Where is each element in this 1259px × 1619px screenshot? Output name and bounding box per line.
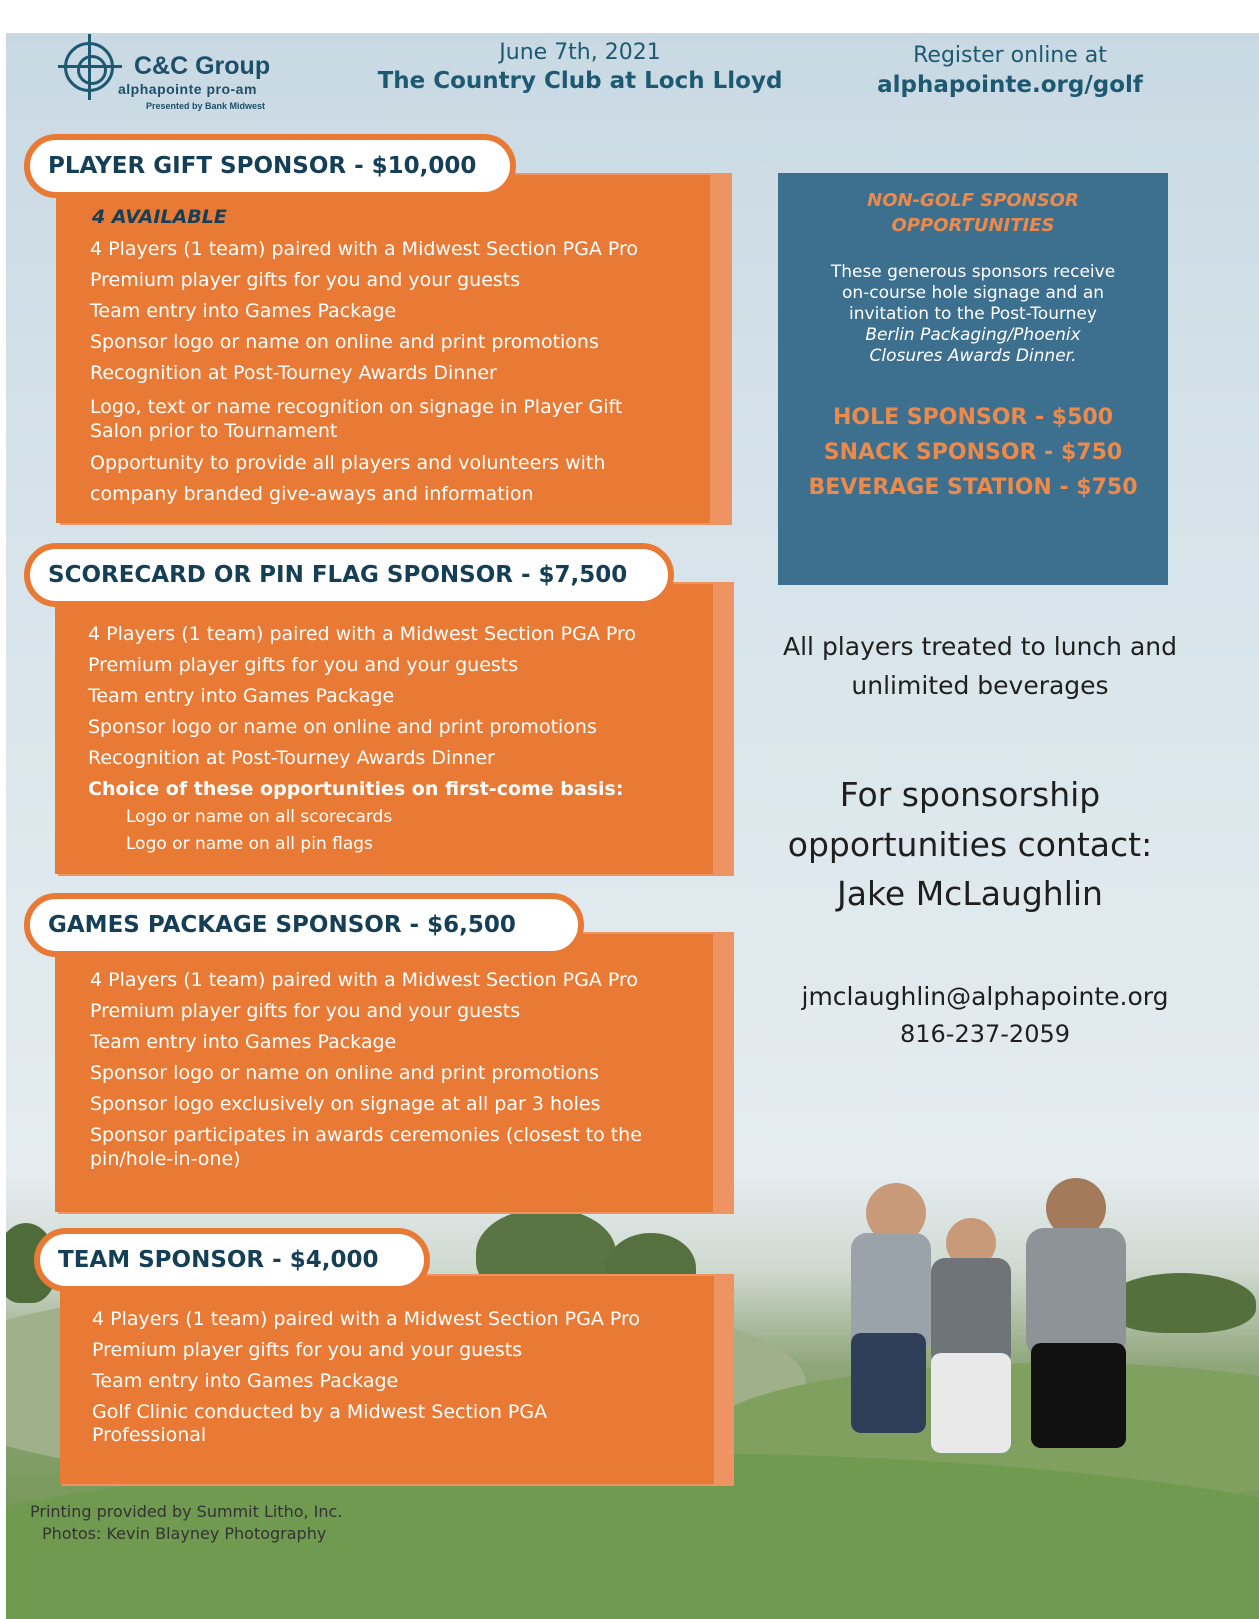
benefit-line: Premium player gifts for you and your guests [90, 269, 521, 291]
register-label: Register online at [913, 43, 1107, 68]
team-sponsor-title: TEAM SPONSOR - $4,000 [34, 1228, 430, 1292]
benefit-line: Premium player gifts for you and your guests [90, 1000, 521, 1022]
golfer-shorts [1031, 1343, 1126, 1448]
contact-email[interactable]: jmclaughlin@alphapointe.org [801, 982, 1169, 1011]
golfer-shirt [1026, 1228, 1126, 1358]
benefit-line: 4 Players (1 team) paired with a Midwest Section PGA Pro [88, 623, 637, 645]
event-date: June 7th, 2021 [499, 40, 661, 65]
choice-label: Choice of these opportunities on first-come basis: [88, 778, 624, 800]
benefit-line: company branded give-aways and information [90, 483, 534, 505]
snack-sponsor-price: SNACK SPONSOR - $750 [823, 440, 1123, 465]
benefit-line: Golf Clinic conducted by a Midwest Section PGA [92, 1401, 548, 1423]
printing-credit: Printing provided by Summit Litho, Inc. [30, 1502, 343, 1521]
beverage-station-price: BEVERAGE STATION - $750 [808, 475, 1138, 500]
contact-name: Jake McLaughlin [837, 874, 1103, 913]
non-golf-text: These generous sponsors receive [830, 262, 1116, 282]
logo-presented: Presented by Bank Midwest [146, 101, 266, 111]
benefit-line: Sponsor logo or name on online and print promotions [90, 1062, 599, 1084]
non-golf-title: OPPORTUNITIES [891, 215, 1055, 236]
benefit-line: Recognition at Post-Tourney Awards Dinner [90, 362, 497, 384]
benefit-line: Professional [92, 1424, 207, 1446]
benefit-line: Premium player gifts for you and your guests [88, 654, 519, 676]
register-url[interactable]: alphapointe.org/golf [877, 72, 1143, 98]
benefit-line: Sponsor logo or name on online and print promotions [90, 331, 599, 353]
player-gift-sponsor-title: PLAYER GIFT SPONSOR - $10,000 [24, 134, 516, 198]
logo-subtitle: alphapointe pro-am [118, 81, 257, 97]
non-golf-text: Berlin Packaging/Phoenix [865, 325, 1081, 345]
scorecard-sponsor-title: SCORECARD OR PIN FLAG SPONSOR - $7,500 [24, 543, 674, 607]
benefit-line: Logo, text or name recognition on signage in Player Gift [90, 396, 623, 418]
logo-title: C&C Group [134, 52, 271, 80]
benefit-line: Team entry into Games Package [88, 685, 395, 707]
non-golf-title: NON-GOLF SPONSOR [867, 190, 1079, 211]
benefit-line: Team entry into Games Package [90, 300, 397, 322]
benefit-line: Sponsor logo exclusively on signage at all par 3 holes [90, 1093, 601, 1115]
golfer-shorts [931, 1353, 1011, 1453]
hole-sponsor-price: HOLE SPONSOR - $500 [832, 405, 1114, 430]
benefit-line: Sponsor participates in awards ceremonies (closest to the [90, 1124, 642, 1146]
option-line: Logo or name on all scorecards [126, 807, 393, 827]
lunch-line: unlimited beverages [851, 671, 1109, 700]
crosshair-line [88, 34, 91, 100]
benefit-line: Team entry into Games Package [92, 1370, 399, 1392]
photo-credit: Photos: Kevin Blayney Photography [42, 1524, 327, 1543]
benefit-line: Opportunity to provide all players and volunteers with [90, 452, 606, 474]
availability-label: 4 AVAILABLE [92, 206, 227, 228]
event-venue: The Country Club at Loch Lloyd [377, 68, 783, 94]
contact-phone[interactable]: 816-237-2059 [899, 1020, 1070, 1048]
games-package-sponsor-title: GAMES PACKAGE SPONSOR - $6,500 [24, 893, 584, 957]
non-golf-sponsor-box [778, 173, 1168, 585]
golfer-shirt [931, 1258, 1011, 1368]
non-golf-text: invitation to the Post-Tourney [849, 304, 1097, 324]
benefit-line: Team entry into Games Package [90, 1031, 397, 1053]
benefit-line: Premium player gifts for you and your guests [92, 1339, 523, 1361]
benefit-line: Recognition at Post-Tourney Awards Dinner [88, 747, 495, 769]
contact-heading: For sponsorship [839, 775, 1101, 814]
benefit-line: pin/hole-in-one) [90, 1148, 241, 1170]
non-golf-text: Closures Awards Dinner. [869, 346, 1077, 366]
golfer-shorts [851, 1333, 926, 1433]
cc-group-logo [58, 30, 298, 116]
non-golf-text: on-course hole signage and an [841, 283, 1105, 303]
benefit-line: 4 Players (1 team) paired with a Midwest Section PGA Pro [90, 969, 639, 991]
option-line: Logo or name on all pin flags [126, 834, 373, 854]
benefit-line: 4 Players (1 team) paired with a Midwest Section PGA Pro [92, 1308, 641, 1330]
tree [1106, 1273, 1256, 1333]
benefit-line: 4 Players (1 team) paired with a Midwest Section PGA Pro [90, 238, 639, 260]
benefit-line: Sponsor logo or name on online and print promotions [88, 716, 597, 738]
lunch-line: All players treated to lunch and [783, 632, 1177, 661]
benefit-line: Salon prior to Tournament [90, 420, 338, 442]
contact-heading: opportunities contact: [787, 825, 1153, 864]
